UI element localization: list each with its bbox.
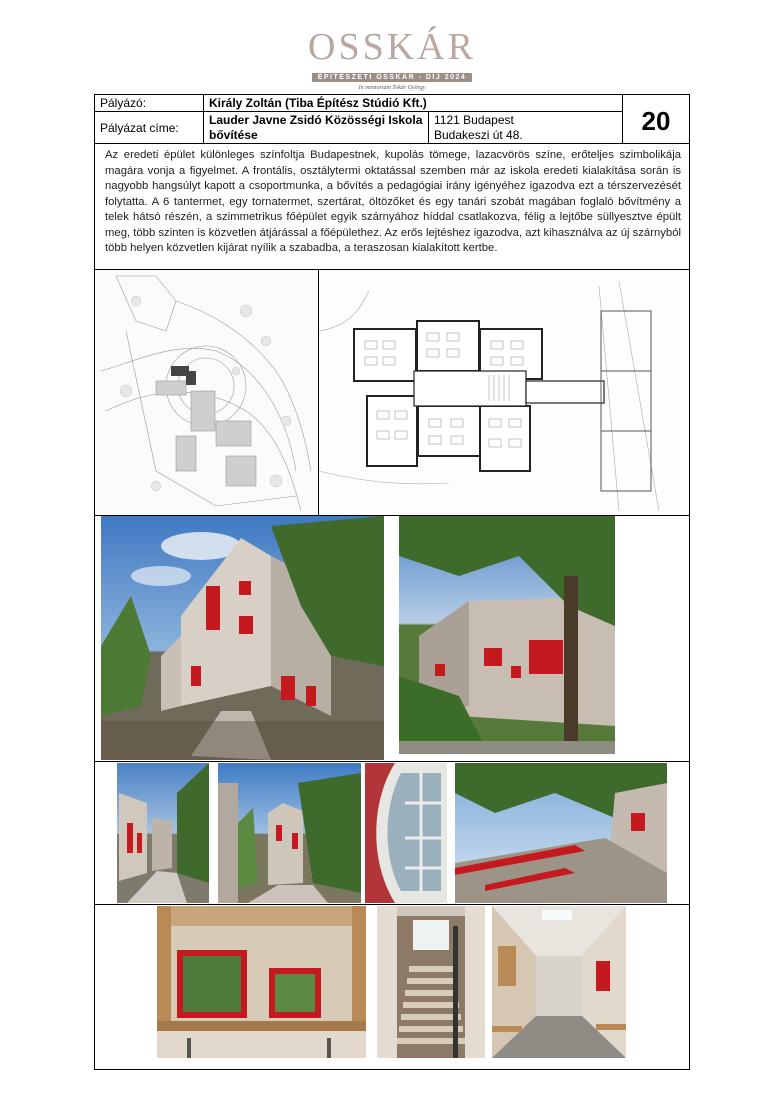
interior-photo-stairs	[377, 906, 485, 1058]
title-value-line1: Lauder Javne Zsidó Közösségi Iskola	[209, 113, 423, 127]
description-box	[94, 144, 690, 270]
entry-info-table	[94, 94, 690, 144]
site-plan-drawing	[96, 271, 317, 514]
address-line1: 1121 Budapest	[434, 113, 514, 127]
logo-wordmark: OSSKÁR	[308, 26, 476, 68]
applicant-value: Király Zoltán (Tiba Építész Stúdió Kft.)	[209, 96, 427, 110]
title-label: Pályázat címe:	[100, 121, 179, 135]
exterior-photo-3	[117, 763, 209, 903]
exterior-photo-4	[218, 763, 361, 903]
logo-subtitle: ÉPÍTÉSZETI OSSKÁR - DÍJ 2024	[312, 73, 473, 82]
address-line2: Budakeszi út 48.	[434, 128, 523, 142]
osskar-logo	[0, 28, 784, 91]
project-description: Az eredeti épület különleges színfoltja Budapestnek, kupolás tömege, lazacvörös színe, erőteljes szimbolikája magára vonja a figyelmet. A frontális, osztálytermi oktatással szemben már az iskola eredeti kialakítása során is nagyobb hangsúlyt kapott a csoportmunka, a bővítés a pedagógiai irány igényéhez igazodva ezt a térszervezését folytatta. A 6 tantermet, egy tornatermet, szertárat, öltözőket és egy tanári szobát magában foglaló bővítmény a telek hátsó részén, a szimmetrikus főépület egyik szárnyához híddal csatlakozva, félig a lejtőbe süllyesztve épült meg, több szinten is közvetlen átjárással a főépülethez. Az erős lejtéshez igazodva, azt kihasználva az új szárnyból több helyen közvetlen kijárat nyílik a szabadba, a teraszosan kialakított kertbe.	[105, 149, 681, 254]
floor-plan-drawing	[319, 271, 688, 514]
image-grid	[94, 269, 690, 1070]
exterior-photo-2	[399, 516, 615, 754]
exterior-photo-1	[101, 516, 384, 760]
interior-photo-corridor	[492, 906, 626, 1058]
title-value-line2: bővítése	[209, 128, 258, 142]
detail-photo-facade	[365, 763, 447, 903]
interior-photo-window	[157, 906, 366, 1058]
exterior-photo-upward	[455, 763, 667, 903]
entry-number: 20	[641, 106, 671, 136]
applicant-label: Pályázó:	[100, 96, 147, 110]
logo-memoriam: In memoriam Tokár György	[358, 85, 426, 91]
